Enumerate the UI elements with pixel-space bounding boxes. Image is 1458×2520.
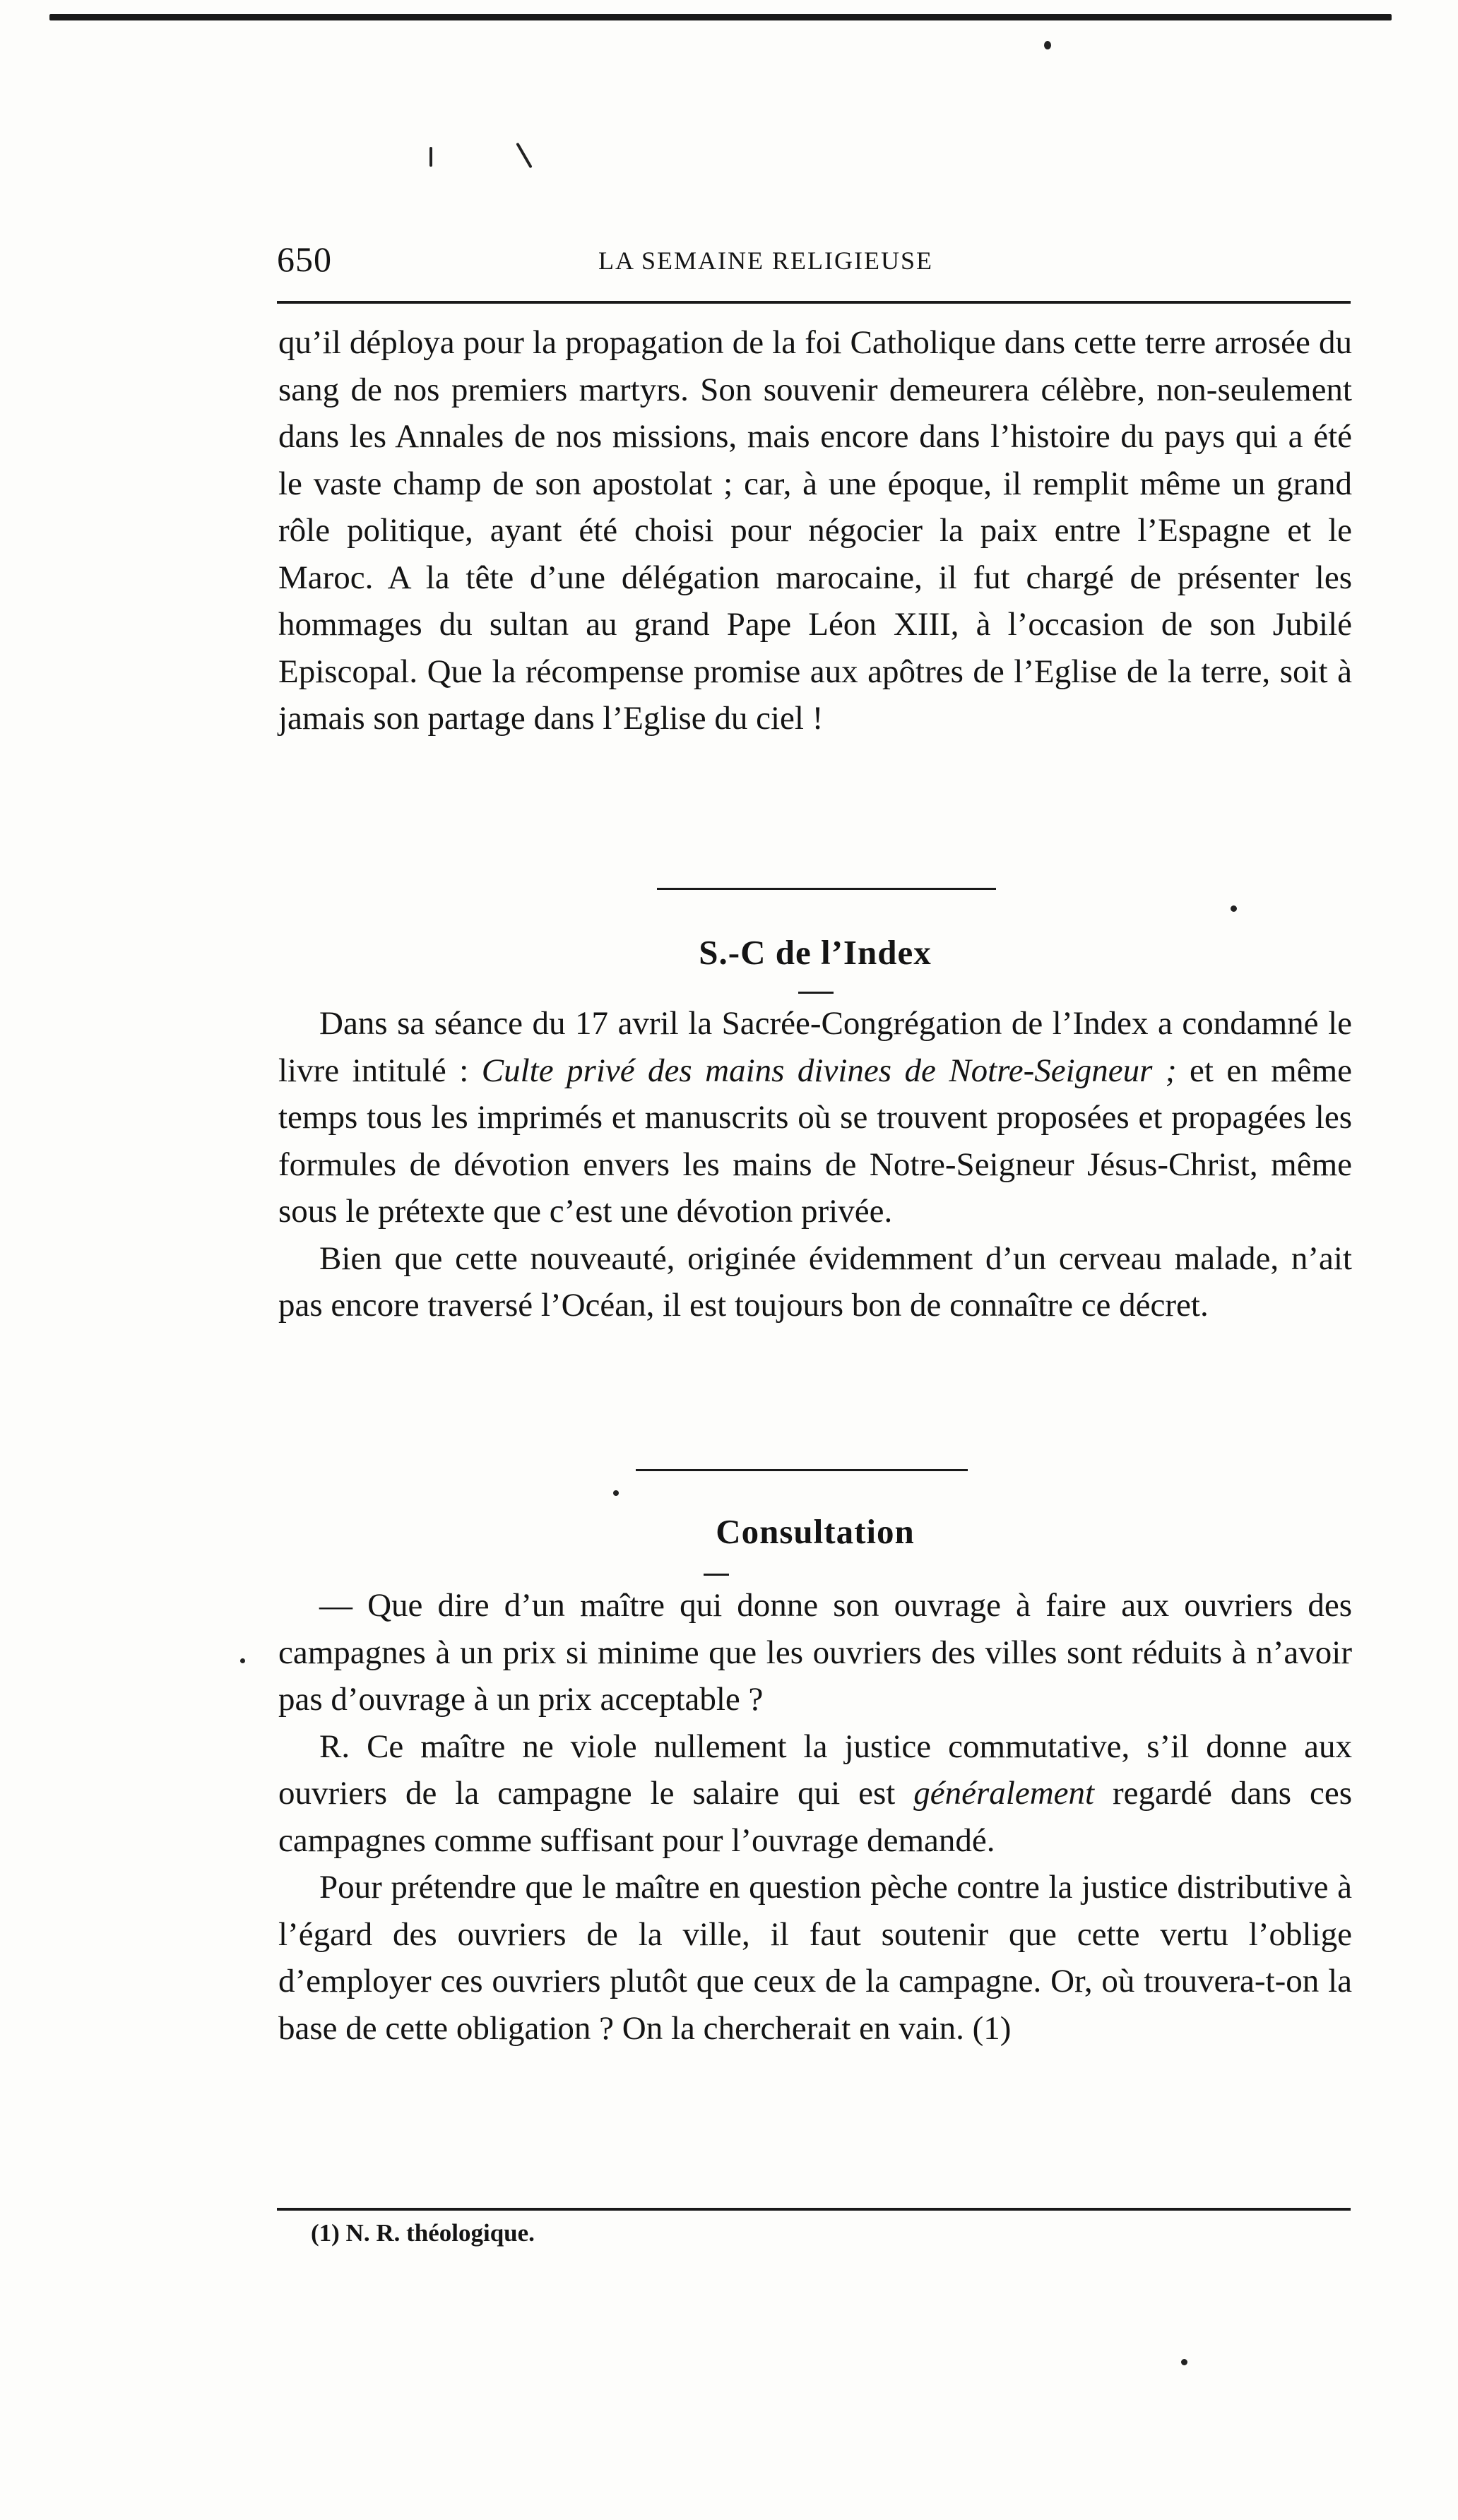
index-paragraph-2: Bien que cette nouveauté, originée évidemment d’un cerveau malade, n’ait pas encore traversé l’Océan, il est toujours bon de connaître ce décret. <box>278 1240 1352 1324</box>
intro-block <box>278 319 1352 742</box>
title-underline-dash <box>798 992 834 994</box>
footnote: (1) N. R. théologique. <box>311 2219 535 2247</box>
page-header <box>277 239 1349 281</box>
answer-start: R. Ce maître ne viole nullement la justice commutative, s’il donne aux ouvriers de la campagne le salaire qui est <box>278 1728 1352 1812</box>
section-separator <box>636 1469 968 1471</box>
answer-emphasis: généralement <box>913 1775 1095 1812</box>
section-title-consultation: Consultation <box>716 1512 915 1551</box>
index-block <box>278 1000 1352 1329</box>
intro-paragraph: qu’il déploya pour la propagation de la foi Catholique dans cette terre arrosée du sang de nos premiers martyrs. Son souvenir demeurera célèbre, non-seulement dans les Annales de nos missions, mais encore dans l’histoire du pays qui a été le vaste champ de son apostolat ; car, à une époque, il remplit même un grand rôle politique, ayant été choisi pour négocier la paix entre l’Espagne et le Maroc. A la tête d’une délégation marocaine, il fut chargé de présenter les hommages du sultan au grand Pape Léon XIII, à l’occasion de son Jubilé Episcopal. Que la récompense promise aux apôtres de l’Eglise de la terre, soit à jamais son partage dans l’Eglise du ciel ! <box>278 324 1352 737</box>
scan-speck <box>613 1490 619 1496</box>
title-underline-dash <box>704 1574 729 1576</box>
consultation-answer <box>278 1723 1352 1865</box>
consultation-question: — Que dire d’un maître qui donne son ouvrage à faire aux ouvriers des campagnes à un prix si minime que les ouvriers des villes sont réduits à n’avoir pas d’ouvrage à un prix acceptable ? <box>278 1587 1352 1718</box>
answer-end: regardé dans ces campagnes comme suffisant pour l’ouvrage demandé. <box>278 1775 1352 1859</box>
top-border-rule <box>49 14 1392 20</box>
section-title-index: S.-C de l’Index <box>699 933 932 972</box>
index-book-title: Culte privé des mains divines de Notre-Seigneur ; <box>481 1052 1177 1089</box>
index-p1-start: Dans sa séance du 17 avril la Sacrée-Congrégation de l’Index a condamné le livre intitulé : <box>278 1005 1352 1089</box>
page-number: 650 <box>277 239 332 279</box>
scan-speck <box>516 143 532 169</box>
scan-speck <box>1181 2359 1187 2365</box>
section-separator <box>657 888 996 890</box>
index-paragraph-1 <box>278 1000 1352 1235</box>
consultation-paragraph-3: Pour prétendre que le maître en question pèche contre la justice distributive à l’égard des ouvriers de la ville, il faut soutenir que cette vertu l’oblige d’employer ces ouvriers plutôt que ceux de la campagne. Or, où trouvera-t-on la base de cette obligation ? On la chercherait en vain. (1) <box>278 1869 1352 2047</box>
scan-speck <box>1231 905 1237 912</box>
scan-speck <box>1044 41 1051 49</box>
consultation-block <box>278 1582 1352 2052</box>
header-rule <box>277 301 1351 304</box>
scan-speck <box>429 147 432 167</box>
scan-speck <box>240 1658 245 1663</box>
footnote-rule <box>277 2208 1351 2211</box>
index-p1-end: et en même temps tous les imprimés et manuscrits où se trouvent proposées et propagées les formules de dévotion envers les mains de Notre-Seigneur Jésus-Christ, même sous le prétexte que c’est une dévotion privée. <box>278 1052 1353 1230</box>
running-head: LA SEMAINE RELIGIEUSE <box>598 246 933 275</box>
